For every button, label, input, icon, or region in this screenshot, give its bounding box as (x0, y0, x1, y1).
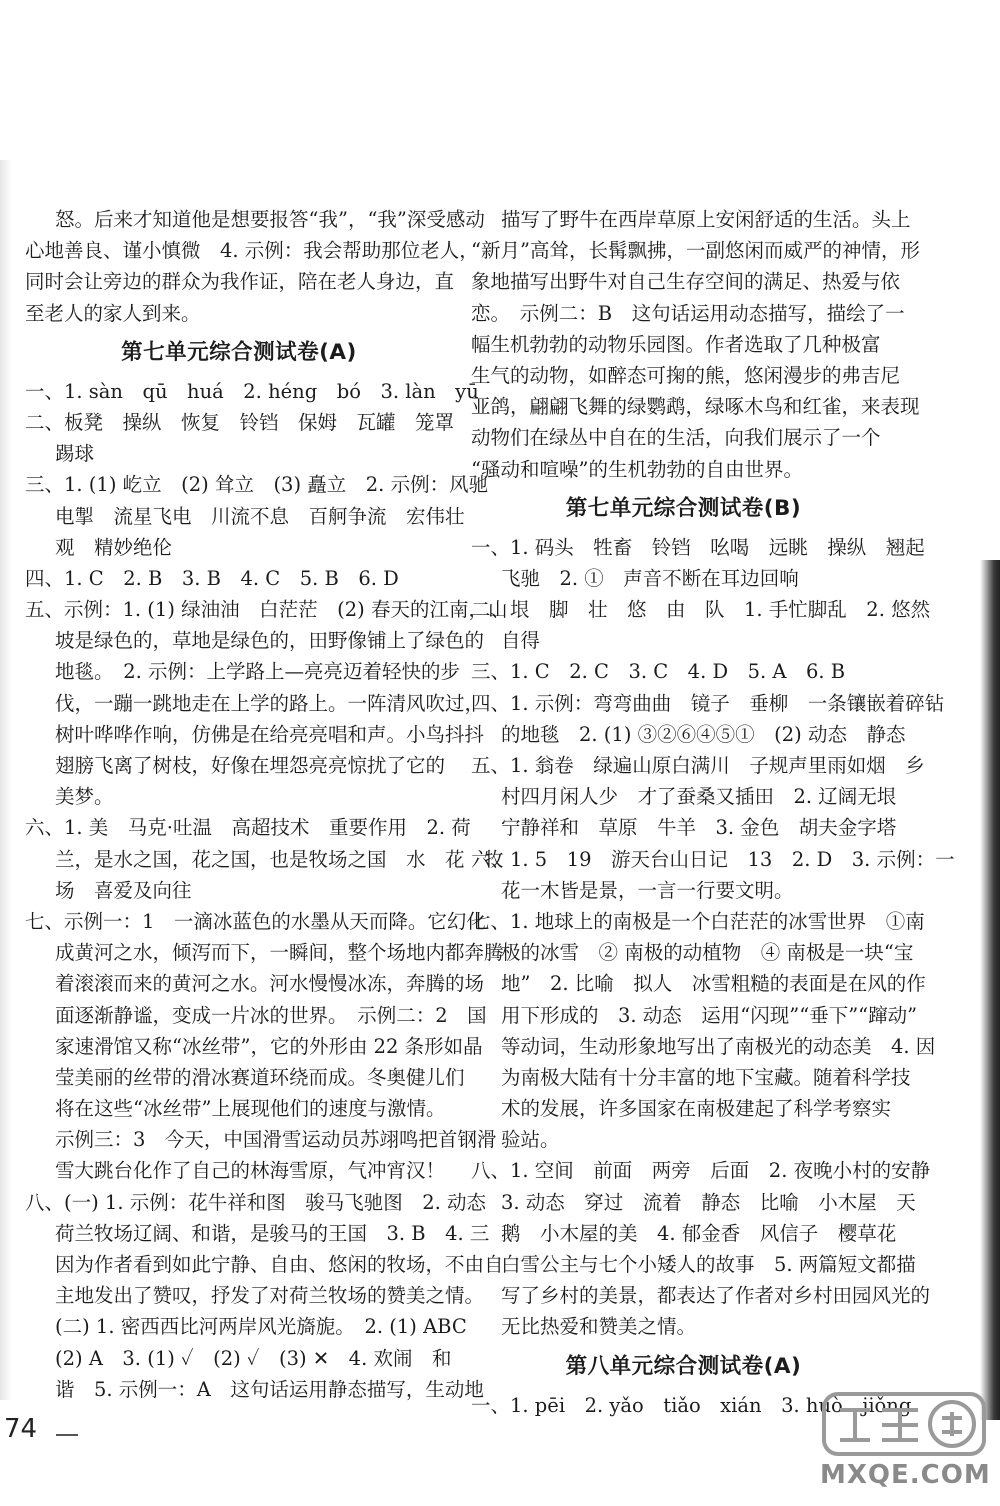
text-line: 五、示例：1. (1) 绿油油 白茫茫 (2) 春天的江南，山 (25, 598, 508, 622)
text-line: 怒。后来才知道他是想要报答“我”，“我”深受感动 (55, 208, 485, 231)
text-line: 术的发展，许多国家在南极建起了科学考察实 (501, 1097, 892, 1121)
text-line: 着滚滚而来的黄河之水。河水慢慢冰冻，奔腾的场 (55, 972, 485, 996)
text-line: 莹美丽的丝带的滑冰赛道环绕而成。冬奥健儿们 (55, 1065, 465, 1089)
text-line: 用下形成的 3. 动态 运用“闪现”“垂下”“蹿动” (501, 1003, 918, 1027)
section-heading-unit7-a: 第七单元综合测试卷(A) (121, 339, 357, 365)
text-line: 谐 5. 示例一：A 这句话运用静态描写，生动地 (55, 1377, 484, 1401)
text-line: 树叶哗哗作响，仿佛是在给亮亮唱和声。小鸟抖抖 (55, 722, 485, 746)
text-line: 宁静祥和 草原 牛羊 3. 金色 胡夫金字塔 (501, 816, 897, 840)
text-line: 至老人的家人到来。 (25, 301, 201, 325)
text-line: 因为作者看到如此宁静、自由、悠闲的牧场，不由自 (55, 1253, 504, 1276)
text-line: 描写了野牛在西岸草原上安闲舒适的生活。头上 (501, 208, 911, 231)
left-column (25, 204, 508, 1405)
text-line: 八、1. 空间 前面 两旁 后面 2. 夜晚小村的安静 (471, 1159, 931, 1183)
right-column (471, 204, 955, 1421)
text-line: 为南极大陆有十分丰富的地下宝藏。随着科学技 (501, 1065, 911, 1089)
text-line: 3. 动态 穿过 流着 静态 比喻 小木屋 天 (501, 1190, 916, 1214)
text-line: 自得 (501, 629, 541, 653)
text-line: 五、1. 翁卷 绿遍山原白满川 子规声里雨如烟 乡 (471, 754, 925, 777)
text-line: 验站。 (501, 1128, 560, 1152)
text-line: 示例三：3 今天，中国滑雪运动员苏翊鸣把首钢滑 (55, 1128, 497, 1152)
text-line: 三、1. (1) 屹立 (2) 耸立 (3) 矗立 2. 示例：风驰 (25, 473, 489, 497)
text-line: 将在这些“冰丝带”上展现他们的速度与激情。 (55, 1097, 446, 1121)
text-line: “新月”高耸，长髯飘拂，一副悠闲而威严的神情，形 (471, 239, 920, 263)
section-heading-unit7-b: 第七单元综合测试卷(B) (565, 495, 802, 521)
text-line: 美梦。 (55, 785, 114, 809)
text-line: 亚鸽，翩翩飞舞的绿鹦鹉，绿啄木鸟和红雀，来表现 (471, 395, 920, 419)
text-line: 六、1. 美 马克·吐温 高超技术 重要作用 2. 荷 (25, 816, 471, 840)
text-line: 一、1. pēi 2. yǎo tiǎo xián 3. huò jiǒng (471, 1393, 912, 1417)
text-line: 踢球 (55, 442, 95, 466)
text-line: 村四月闲人少 才了蚕桑又插田 2. 辽阔无垠 (501, 785, 897, 809)
text-line: 心地善良、谨小慎微 4. 示例：我会帮助那位老人， (25, 239, 479, 263)
left-binding-shadow (0, 160, 12, 1400)
text-line: 场 喜爱及向往 (55, 878, 192, 902)
text-line: 动物们在绿丛中自在的生活，向我们展示了一个 (471, 426, 881, 450)
text-line: 成黄河之水，倾泻而下，一瞬间，整个场地内都奔腾 (55, 941, 504, 965)
text-line: (二) 1. 密西西比河两岸风光旖旎。 2. (1) ABC (55, 1315, 467, 1339)
text-line: 家速滑馆又称“冰丝带”，它的外形由 22 条形如晶 (55, 1034, 483, 1058)
text-line: 地毯。 2. 示例：上学路上—亮亮迈着轻快的步 (55, 660, 461, 684)
watermark-text: MXQE.COM (820, 1460, 991, 1490)
text-line: (2) A 3. (1) ✓ (2) ✓ (3) ✕ 4. 欢闹 和 (55, 1346, 452, 1370)
text-line: 观 精妙绝伦 (55, 535, 173, 559)
text-line: 六、1. 5 19 游天台山日记 13 2. D 3. 示例：一 (471, 847, 955, 871)
text-line: 坡是绿色的，草地是绿色的，田野像铺上了绿色的 (55, 629, 485, 653)
text-line: 的地毯 2. (1) ③②⑥④⑤① (2) 动态 静态 (501, 722, 906, 746)
text-line: 荷兰牧场辽阔、和谐，是骏马的王国 3. B 4. 三 (55, 1221, 490, 1245)
text-line: 恋。 示例二：B 这句话运用动态描写，描绘了一 (471, 301, 905, 325)
text-line: 主地发出了赞叹，抒发了对荷兰牧场的赞美之情。 (55, 1284, 485, 1308)
text-line: 写了乡村的美景，都表达了作者对乡村田园风光的 (501, 1284, 931, 1308)
text-line: 四、1. C 2. B 3. B 4. C 5. B 6. D (25, 566, 399, 590)
section-heading-unit8-a: 第八单元综合测试卷(A) (565, 1353, 802, 1379)
text-line: 八、(一) 1. 示例：花牛祥和图 骏马飞驰图 2. 动态 (25, 1190, 487, 1214)
watermark-logo-icon (820, 1388, 990, 1460)
text-line: 象地描写出野牛对自己生存空间的满足、热爱与依 (471, 270, 901, 294)
text-line: 地” 2. 比喻 拟人 冰雪粗糙的表面是在风的作 (501, 972, 926, 996)
page-number: 74 (4, 1414, 38, 1444)
text-line: 幅生机勃勃的动物乐园图。作者选取了几种极富 (471, 332, 881, 356)
text-line: 飞驰 2. ① 声音不断在耳边回响 (501, 566, 799, 590)
text-line: 七、1. 地球上的南极是一个白茫茫的冰雪世界 ①南 (471, 909, 925, 933)
text-line: 翅膀飞离了树枝，好像在埋怨亮亮惊扰了它的 (55, 754, 446, 777)
text-line: “骚动和喧噪”的生机勃勃的自由世界。 (471, 457, 803, 481)
text-line: 面逐渐静谧，变成一片冰的世界。 示例二：2 国 (55, 1003, 487, 1027)
text-line: 二、板凳 操纵 恢复 铃铛 保姆 瓦罐 笼罩 (25, 410, 455, 434)
text-line: 电掣 流星飞电 川流不息 百舸争流 宏伟壮 (55, 504, 465, 528)
text-line: 一、1. 码头 牲畜 铃铛 吆喝 远眺 操纵 翘起 (471, 535, 925, 559)
text-line: 兰，是水之国，花之国，也是牧场之国 水 花 牧 (55, 847, 504, 871)
right-binding-shadow (980, 560, 1000, 1420)
text-line: 生气的动物，如醉态可掬的熊，悠闲漫步的弗吉尼 (471, 363, 901, 387)
text-line: 同时会让旁边的群众为我作证，陪在老人身边，直 (25, 270, 455, 294)
text-line: 一、1. sàn qū huá 2. héng bó 3. làn yū (25, 379, 479, 403)
text-line: 三、1. C 2. C 3. C 4. D 5. A 6. B (471, 660, 846, 684)
text-line: 花一木皆是景，一言一行要文明。 (501, 878, 794, 902)
text-line: 四、1. 示例：弯弯曲曲 镜子 垂柳 一条镶嵌着碎钻 (471, 691, 945, 715)
text-line: 伐，一蹦一跳地走在上学的路上。一阵清风吹过， (55, 691, 485, 715)
text-line: 鹅 小木屋的美 4. 郁金香 风信子 樱草花 (501, 1221, 897, 1245)
text-line: 等动词，生动形象地写出了南极光的动态美 4. 因 (501, 1034, 936, 1058)
text-line: 无比热爱和赞美之情。 (501, 1315, 697, 1339)
text-line: 雪大跳台化作了自己的林海雪原，气冲宵汉！ (55, 1159, 446, 1183)
text-line: 白雪公主与七个小矮人的故事 5. 两篇短文都描 (501, 1253, 916, 1276)
page-number-rule (56, 1434, 78, 1436)
watermark (820, 1388, 990, 1500)
text-line: 二、垠 脚 壮 悠 由 队 1. 手忙脚乱 2. 悠然 (471, 598, 931, 622)
text-line: 极的冰雪 ② 南极的动植物 ④ 南极是一块“宝 (501, 941, 914, 965)
text-line: 七、示例一：1 一滴冰蓝色的水墨从天而降。它幻化 (25, 909, 486, 933)
